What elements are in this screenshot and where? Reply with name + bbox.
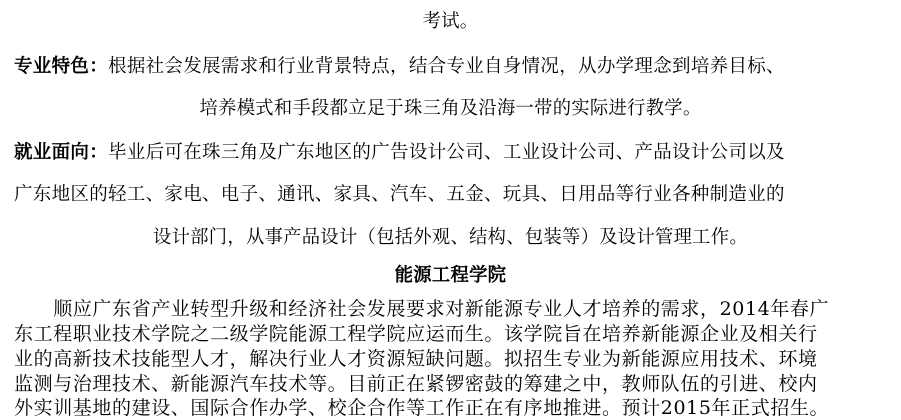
specialty-label: 专业特色：	[14, 56, 109, 77]
employment-line-1	[14, 141, 785, 165]
specialty-line-1	[14, 55, 785, 79]
employment-label: 就业面向：	[14, 142, 109, 163]
specialty-text-2: 培养模式和手段都立足于珠三角及沿海一带的实际进行教学。	[199, 98, 702, 119]
paragraph-line: 业的高新技术技能型人才，解决行业人才资源短缺问题。拟招生专业为新能源应用技术、环境	[14, 348, 818, 370]
employment-text-3: 设计部门，从事产品设计（包括外观、结构、包装等）及设计管理工作。	[153, 227, 748, 248]
specialty-text-1: 根据社会发展需求和行业背景特点，结合专业自身情况，从办学理念到培养目标、	[108, 56, 785, 77]
paragraph-line: 监测与治理技术、新能源汽车技术等。目前正在紧锣密鼓的筹建之中，教师队伍的引进、校内	[14, 373, 818, 395]
previous-section-tail: 考试。	[422, 11, 479, 32]
employment-text-1: 毕业后可在珠三角及广东地区的广告设计公司、工业设计公司、产品设计公司以及	[108, 142, 785, 163]
section-title: 能源工程学院	[394, 265, 507, 286]
paragraph-line: 顺应广东省产业转型升级和经济社会发展要求对新能源专业人才培养的需求，2014年春广	[14, 298, 830, 320]
employment-text-2: 广东地区的轻工、家电、电子、通讯、家具、汽车、五金、玩具、日用品等行业各种制造业的	[14, 184, 785, 205]
paragraph-line: 外实训基地的建设、国际合作办学、校企合作等工作正在有序地推进。预计2015年正式招生。	[14, 397, 830, 419]
paragraph-line: 东工程职业技术学院之二级学院能源工程学院应运而生。该学院旨在培养新能源企业及相关行	[14, 323, 818, 345]
